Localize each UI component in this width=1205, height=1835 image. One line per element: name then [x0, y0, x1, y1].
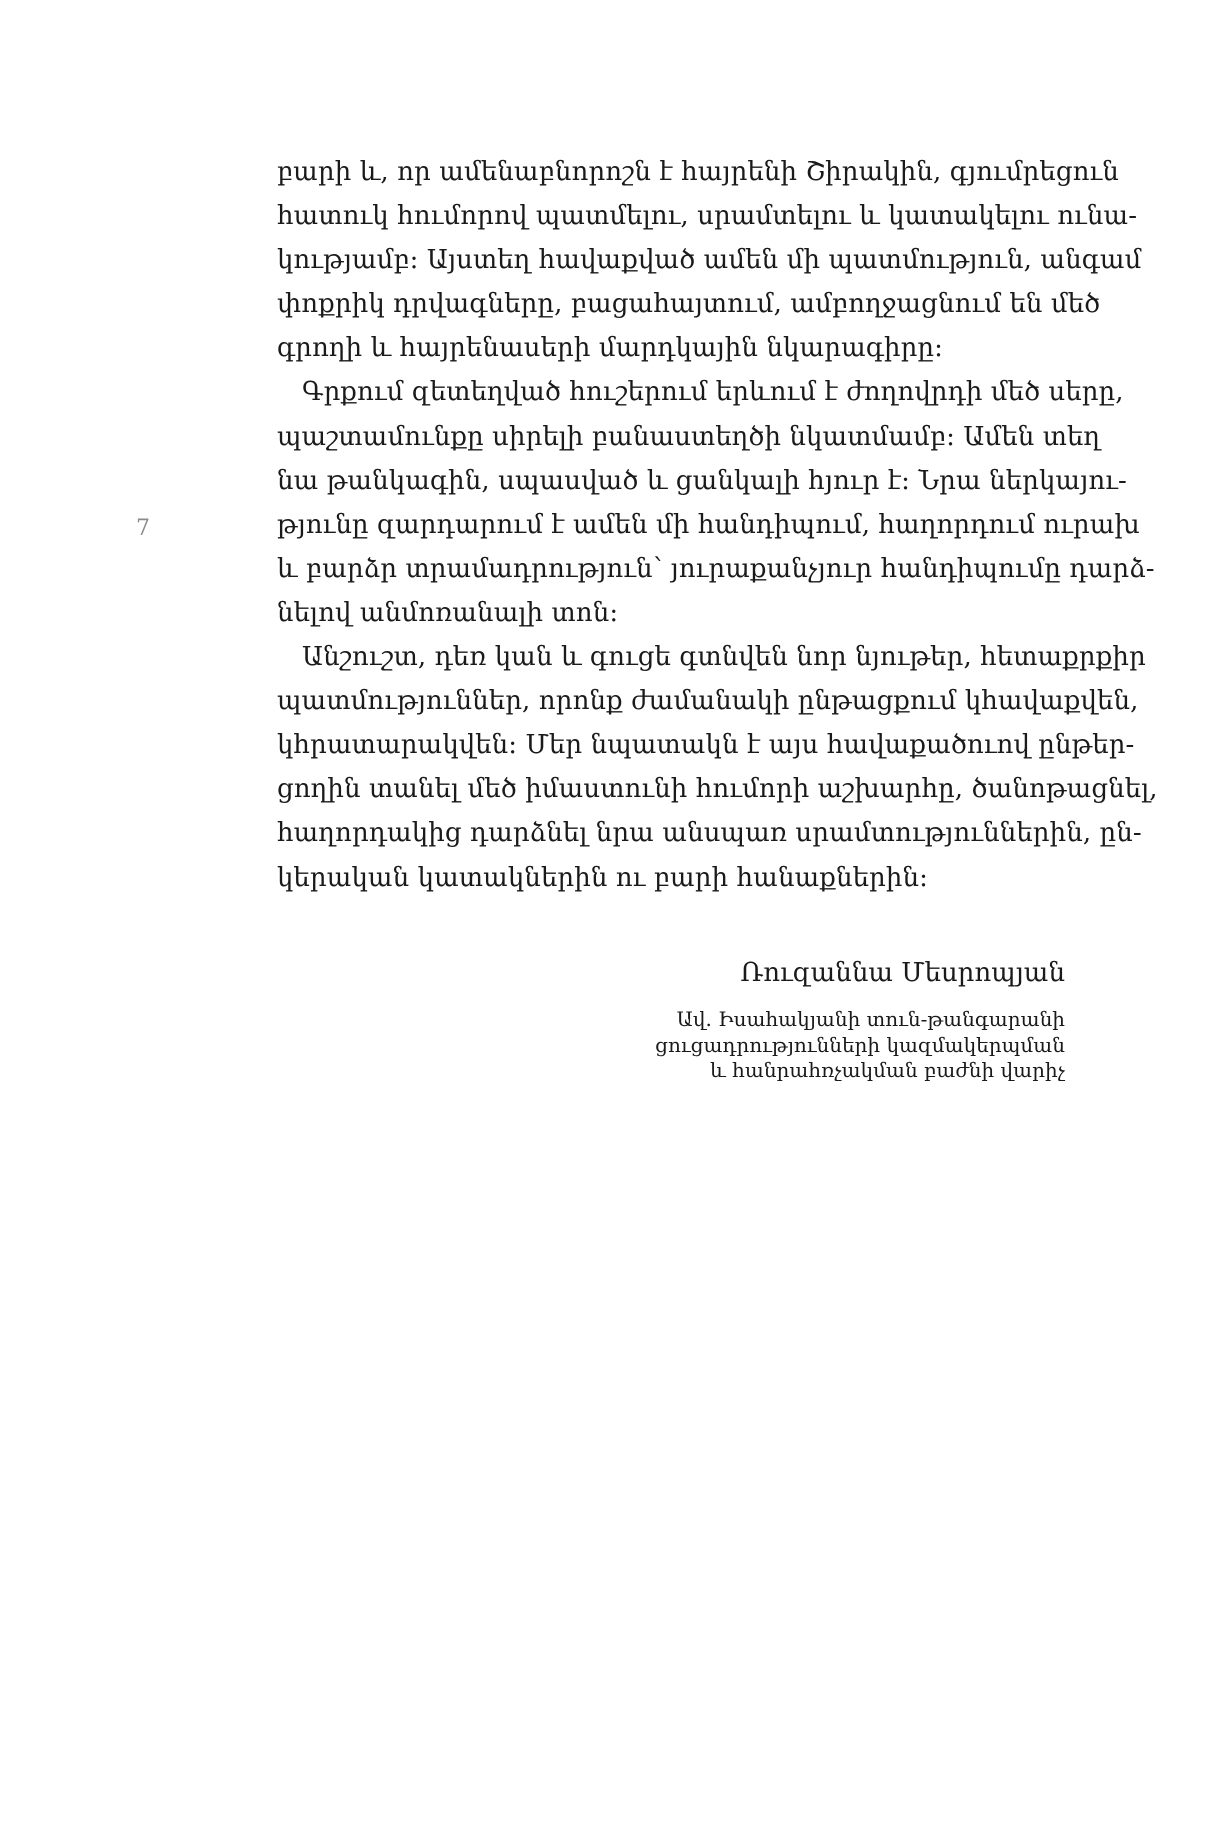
- author-title-line: և հանրահռչակման բաժնի վարիչ: [710, 1058, 1065, 1082]
- text-line: Գրքում զետեղված հուշերում երևում է ժողովրդի մեծ սերը,: [302, 377, 1124, 408]
- signature-block: [655, 953, 1065, 1084]
- text-line: պաշտամունքը սիրելի բանաստեղծի նկատմամբ: Ամեն տեղ: [277, 421, 1101, 452]
- text-line: թյունը զարդարում է ամեն մի հանդիպում, հաղորդում ուրախ: [277, 509, 1140, 540]
- text-line: նա թանկագին, սպասված և ցանկալի հյուր է: Նրա ներկայու-: [277, 465, 1127, 496]
- text-line: Անշուշտ, դեռ կան և գուցե գտնվեն նոր նյութեր, հետաքրքիր: [302, 642, 1146, 673]
- text-line: փոքրիկ դրվագները, բացահայտում, ամբողջացնում են մեծ: [277, 289, 1101, 320]
- text-line: նելով անմոռանալի տոն:: [277, 597, 619, 628]
- text-line: հաղորդակից դարձնել նրա անսպառ սրամտություններին, ըն-: [277, 818, 1142, 849]
- author-name: Ռուզաննա Մեսրոպյան: [740, 958, 1065, 988]
- body-text: [277, 150, 1158, 900]
- text-line: պատմություններ, որոնք ժամանակի ընթացքում կհավաքվեն,: [277, 686, 1139, 717]
- text-line: բարի և, որ ամենաբնորոշն է հայրենի Շիրակին, գյումրեցուն: [277, 157, 1119, 187]
- page-number: 7: [136, 516, 150, 541]
- author-title-line: Ավ. Իսահակյանի տուն-թանգարանի: [676, 1007, 1065, 1031]
- author-title-line: ցուցադրությունների կազմակերպման: [655, 1032, 1065, 1057]
- text-line: հատուկ հումորով պատմելու, սրամտելու և կատակելու ունա-: [277, 201, 1138, 232]
- text-line: կությամբ: Այստեղ հավաքված ամեն մի պատմություն, անգամ: [277, 245, 1142, 276]
- text-line: ցողին տանել մեծ իմաստունի հումորի աշխարհը, ծանոթացնել,: [277, 774, 1158, 805]
- text-line: և բարձր տրամադրություն՝ յուրաքանչյուր հանդիպումը դարձ-: [277, 553, 1155, 584]
- text-line: գրողի և հայրենասերի մարդկային նկարագիրը:: [277, 333, 943, 364]
- text-line: կերական կատակներին ու բարի հանաքներին:: [277, 862, 928, 893]
- text-line: կհրատարակվեն: Մեր նպատակն է այս հավաքածուով ընթեր-: [277, 730, 1135, 761]
